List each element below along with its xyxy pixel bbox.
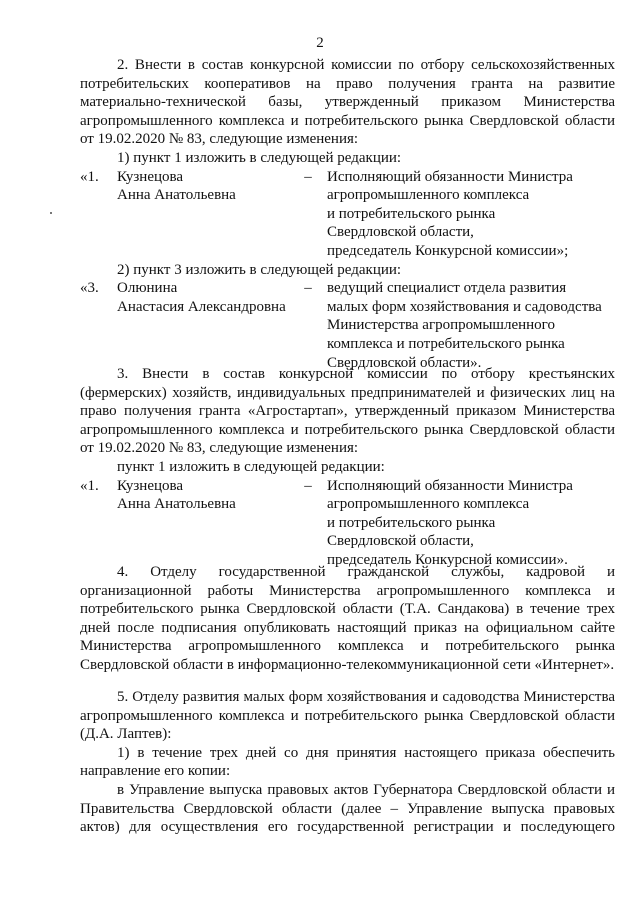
- item-3-intro: 3. Внести в состав конкурсной комиссии по отбору крестьянских (фермерских) хозяйств, индивидуальных предпринимателей и физических лиц на право получения гранта «Агростартап», утвержденный приказом Министерства агропромышленного комплекса и потребительского рынка Свердловской области от 19.02.2020 № 83, следующие изменения:: [80, 366, 615, 457]
- item-2-sub-1: 1) пункт 1 изложить в следующей редакции:: [117, 149, 402, 166]
- commission-entry: [80, 168, 615, 261]
- scan-speck: [50, 212, 52, 214]
- item-5-intro: 5. Отделу развития малых форм хозяйствования и садоводства Министерства агропромышленного комплекса и потребительского рынка Свердловской области (Д.А. Лаптев):: [80, 689, 615, 743]
- item-4-text: 4. Отделу государственной гражданской службы, кадровой и организационной работы Министерства агропромышленного комплекса и потребительского рынка Свердловской области (Т.А. Сандакова) в течение трех дней после подписания опубликовать настоящий приказ на официальном сайте Министерства агропромышленного комплекса и потребительского рынка Свердловской области в информационно-телекоммуникационной сети «Интернет».: [80, 564, 615, 673]
- entry-number: «3.: [80, 280, 99, 297]
- item-2-intro: 2. Внести в состав конкурсной комиссии по отбору сельскохозяйственных потребительских кооперативов на право получения гранта на развитие материально-технической базы, утвержденный приказом Министерства агропромышленного комплекса и потребительского рынка Свердловской области от 19.02.2020 № 83, следующие изменения:: [80, 57, 615, 148]
- entry-name: Кузнецова Анна Анатольевна: [117, 477, 236, 513]
- entry-position: ведущий специалист отдела развития малых форм хозяйствования и садоводства Министерства агропромышленного комплекса и потребительского рынка Свердловской области».: [327, 280, 602, 371]
- entry-number: «1.: [80, 168, 99, 185]
- entry-dash: –: [304, 168, 312, 185]
- commission-entry: [80, 477, 615, 570]
- item-3: [80, 365, 615, 570]
- item-2: [80, 56, 615, 372]
- commission-entry: [80, 279, 615, 372]
- entry-position: Исполняющий обязанности Министра агропромышленного комплекса и потребительского рынка Свердловской области, председатель Конкурсной комиссии».: [327, 477, 573, 568]
- entry-position: Исполняющий обязанности Министра агропромышленного комплекса и потребительского рынка Свердловской области, председатель Конкурсной комиссии»;: [327, 168, 573, 259]
- page-number: 2: [316, 35, 324, 51]
- item-2-sub-2: 2) пункт 3 изложить в следующей редакции:: [117, 261, 402, 278]
- item-3-sub: пункт 1 изложить в следующей редакции:: [117, 458, 385, 475]
- item-4: [80, 563, 615, 675]
- item-5-p1: 1) в течение трех дней со дня принятия настоящего приказа обеспечить направление его копии:: [80, 744, 615, 780]
- entry-name: Олюнина Анастасия Александровна: [117, 280, 286, 315]
- entry-dash: –: [304, 477, 312, 494]
- entry-dash: –: [304, 280, 312, 297]
- entry-name: Кузнецова Анна Анатольевна: [117, 168, 236, 204]
- item-5: [80, 688, 615, 837]
- item-5-p2: в Управление выпуска правовых актов Губернатора Свердловской области и Правительства Свердловской области (далее – Управление выпуска правовых актов) для осуществления его государственной регистрации и последующего: [80, 781, 615, 836]
- entry-number: «1.: [80, 477, 99, 494]
